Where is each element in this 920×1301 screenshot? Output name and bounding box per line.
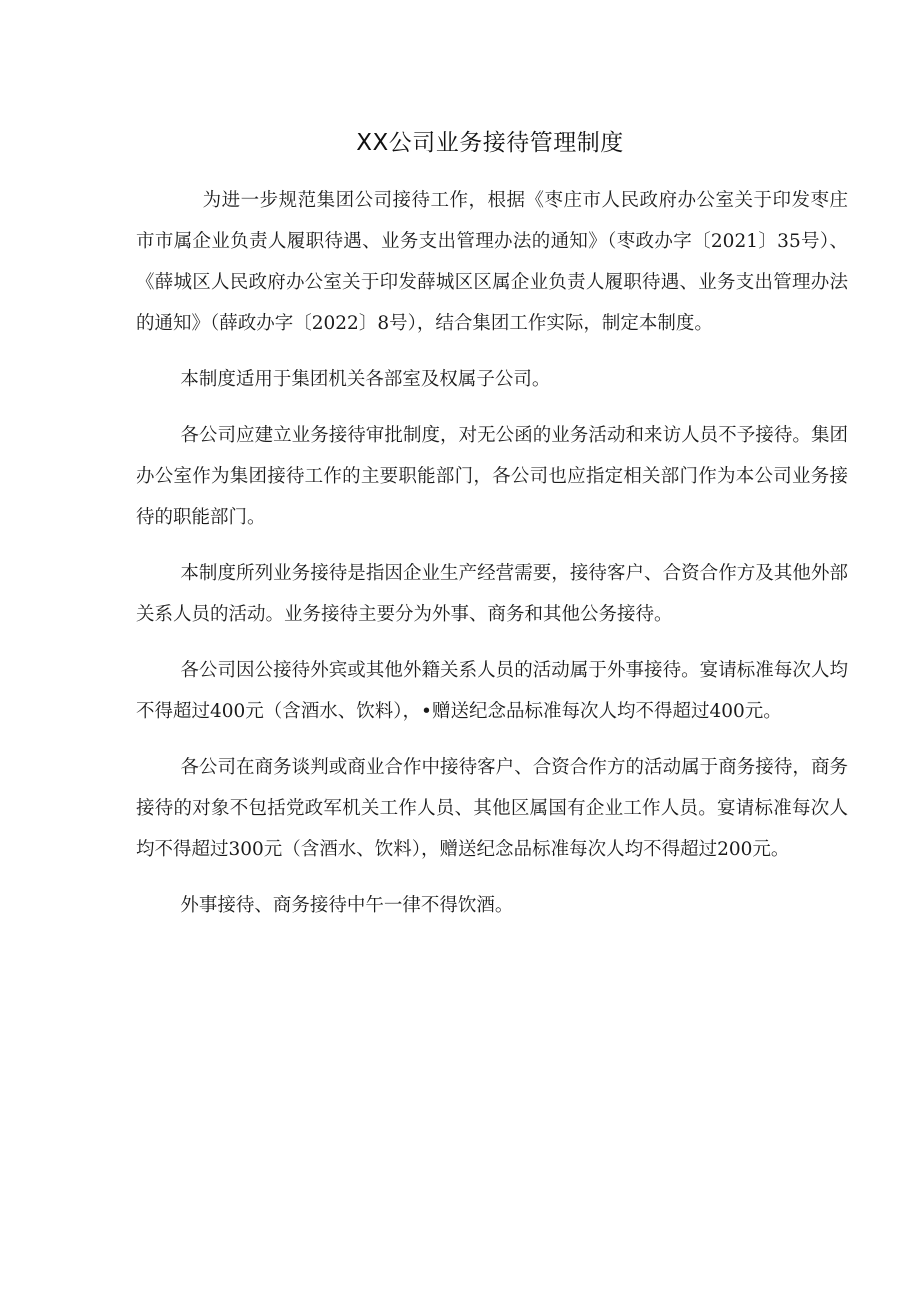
- paragraph-intro: 为进一步规范集团公司接待工作，根据《枣庄市人民政府办公室关于印发枣庄市市属企业负责人履职待遇、业务支出管理办法的通知》（枣政办字〔2021〕35号）、《薛城区人民政府办公室关于印发薛城区区属企业负责人履职待遇、业务支出管理办法的通知》（薛政办字〔2022〕8号），结合集团工作实际，制定本制度。: [136, 190, 848, 334]
- paragraph-foreign-reception: 各公司因公接待外宾或其他外籍关系人员的活动属于外事接待。宴请标准每次人均不得超过400元（含酒水、饮料），•赠送纪念品标准每次人均不得超过400元。: [136, 660, 848, 722]
- document-body: [136, 180, 848, 926]
- paragraph-business-reception: 各公司在商务谈判或商业合作中接待客户、合资合作方的活动属于商务接待，商务接待的对象不包括党政军机关工作人员、其他区属国有企业工作人员。宴请标准每次人均不得超过300元（含酒水、饮料），赠送纪念品标准每次人均不得超过200元。: [136, 757, 848, 860]
- document-title: XX公司业务接待管理制度: [356, 130, 624, 156]
- paragraph-no-alcohol: 外事接待、商务接待中午一律不得饮酒。: [180, 895, 514, 916]
- paragraph-scope: 本制度适用于集团机关各部室及权属子公司。: [180, 369, 551, 390]
- paragraph-approval: 各公司应建立业务接待审批制度，对无公函的业务活动和来访人员不予接待。集团办公室作为集团接待工作的主要职能部门，各公司也应指定相关部门作为本公司业务接待的职能部门。: [136, 425, 848, 528]
- paragraph-definition: 本制度所列业务接待是指因企业生产经营需要，接待客户、合资合作方及其他外部关系人员的活动。业务接待主要分为外事、商务和其他公务接待。: [136, 563, 848, 625]
